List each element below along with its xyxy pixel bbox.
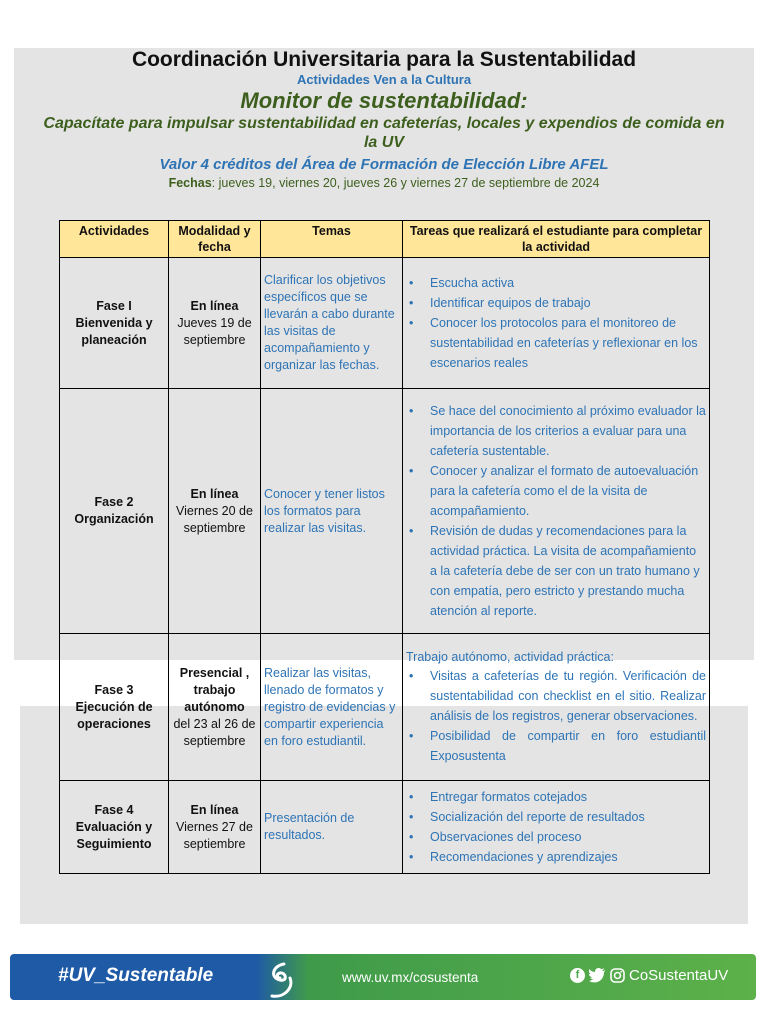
list-item: • Entregar formatos cotejados xyxy=(430,787,706,807)
header-modalidad: Modalidad y fecha xyxy=(169,221,261,258)
table-header-row xyxy=(60,221,710,258)
list-item: • Se hace del conocimiento al próximo evaluador la importancia de los criterios a evaluar para una cafetería sustentable. xyxy=(430,401,706,461)
phase-name: Bienvenida y planeación xyxy=(75,315,153,347)
social-links xyxy=(570,967,728,984)
modality-cell xyxy=(169,634,261,781)
tema-cell: Clarificar los objetivos específicos que se llevarán a cabo durante las visitas de acompañamiento y organizar las fechas. xyxy=(261,258,403,389)
date: Viernes 27 de septiembre xyxy=(176,819,253,851)
tema-cell: Conocer y tener listos los formatos para realizar las visitas. xyxy=(261,389,403,634)
list-item: • Identificar equipos de trabajo xyxy=(430,293,706,313)
phase-name: Ejecución de operaciones xyxy=(75,699,153,731)
tareas-cell xyxy=(403,781,710,874)
page-subtitle: Capacítate para impulsar sustentabilidad en cafeterías, locales y expendios de comida en la UV xyxy=(43,115,725,151)
list-item: • Escucha activa xyxy=(430,273,706,293)
modality-cell xyxy=(169,781,261,874)
date: Jueves 19 de septiembre xyxy=(177,315,252,347)
page-title: Monitor de sustentabilidad: xyxy=(240,88,528,113)
facebook-icon[interactable]: f xyxy=(570,968,585,983)
table-row xyxy=(60,634,710,781)
list-item: • Visitas a cafeterías de tu región. Verificación de sustentabilidad con checklist en el sitio. Realizar análisis de los registros, generar observaciones. xyxy=(430,666,706,726)
activities-table xyxy=(59,220,710,874)
phase-number: Fase 2 xyxy=(94,495,134,509)
date: del 23 al 26 de septiembre xyxy=(173,716,256,748)
tareas-cell xyxy=(403,634,710,781)
twitter-icon[interactable] xyxy=(589,968,606,983)
tema-cell: Realizar las visitas, llenado de formatos y registro de evidencias y compartir experiencia en foro estudiantil. xyxy=(261,634,403,781)
list-item: • Revisión de dudas y recomendaciones para la actividad práctica. La visita de acompañamiento a la cafetería debe de ser con un trato humano y con empatía, pero estricto y prestando mucha atención al reporte. xyxy=(430,521,706,621)
list-item: • Recomendaciones y aprendizajes xyxy=(430,847,706,867)
header-actividades: Actividades xyxy=(60,221,169,258)
website-link[interactable]: www.uv.mx/cosustenta xyxy=(342,970,479,985)
org-title: Coordinación Universitaria para la Sustentabilidad xyxy=(131,48,637,71)
footer-banner xyxy=(10,954,756,1000)
hashtag: #UV_Sustentable xyxy=(58,965,214,986)
instagram-icon[interactable] xyxy=(610,968,625,983)
list-item: • Conocer y analizar el formato de autoevaluación para la cafetería como el de la visita de acompañamiento. xyxy=(430,461,706,521)
header-tareas: Tareas que realizará el estudiante para completar la actividad xyxy=(403,221,710,258)
social-handle[interactable]: CoSustentaUV xyxy=(629,967,729,984)
header-temas: Temas xyxy=(261,221,403,258)
tareas-list xyxy=(406,787,706,867)
modality-cell xyxy=(169,389,261,634)
phase-cell xyxy=(60,781,169,874)
tareas-cell xyxy=(403,389,710,634)
list-item: • Socialización del reporte de resultados xyxy=(430,807,706,827)
phase-cell xyxy=(60,258,169,389)
phase-number: Fase 3 xyxy=(94,682,134,697)
list-item: • Posibilidad de compartir en foro estudiantil Exposustenta xyxy=(430,726,706,766)
program-name: Actividades Ven a la Cultura xyxy=(296,72,472,87)
dates-value: : jueves 19, viernes 20, jueves 26 y viernes 27 de septiembre de 2024 xyxy=(211,176,600,190)
tareas-list xyxy=(406,666,706,766)
dates-label: Fechas xyxy=(168,176,212,190)
modality: En línea xyxy=(190,298,239,313)
phase-cell xyxy=(60,389,169,634)
table-row xyxy=(60,781,710,874)
phase-name: Evaluación y Seguimiento xyxy=(75,819,153,851)
modality: En línea xyxy=(190,802,239,817)
phase-number: Fase I xyxy=(96,298,132,313)
table-row xyxy=(60,258,710,389)
dates-line xyxy=(0,175,768,192)
tareas-list xyxy=(406,273,706,373)
credits-line: Valor 4 créditos del Área de Formación de Elección Libre AFEL xyxy=(159,156,609,173)
table-row xyxy=(60,389,710,634)
modality-cell xyxy=(169,258,261,389)
date: Viernes 20 de septiembre xyxy=(176,503,253,535)
phase-cell xyxy=(60,634,169,781)
tareas-intro: Trabajo autónomo, actividad práctica: xyxy=(406,649,614,664)
uv-swirl-icon xyxy=(266,960,296,1000)
modality: Presencial , trabajo autónomo xyxy=(179,665,250,714)
modality: En línea xyxy=(190,486,239,501)
list-item: • Observaciones del proceso xyxy=(430,827,706,847)
tareas-cell xyxy=(403,258,710,389)
phase-number: Fase 4 xyxy=(94,802,134,817)
tema-cell: Presentación de resultados. xyxy=(261,781,403,874)
phase-name: Organización xyxy=(74,512,154,526)
list-item: • Conocer los protocolos para el monitoreo de sustentabilidad en cafeterías y reflexionar en los escenarios reales xyxy=(430,313,706,373)
tareas-list xyxy=(406,401,706,621)
document-header xyxy=(0,48,768,192)
